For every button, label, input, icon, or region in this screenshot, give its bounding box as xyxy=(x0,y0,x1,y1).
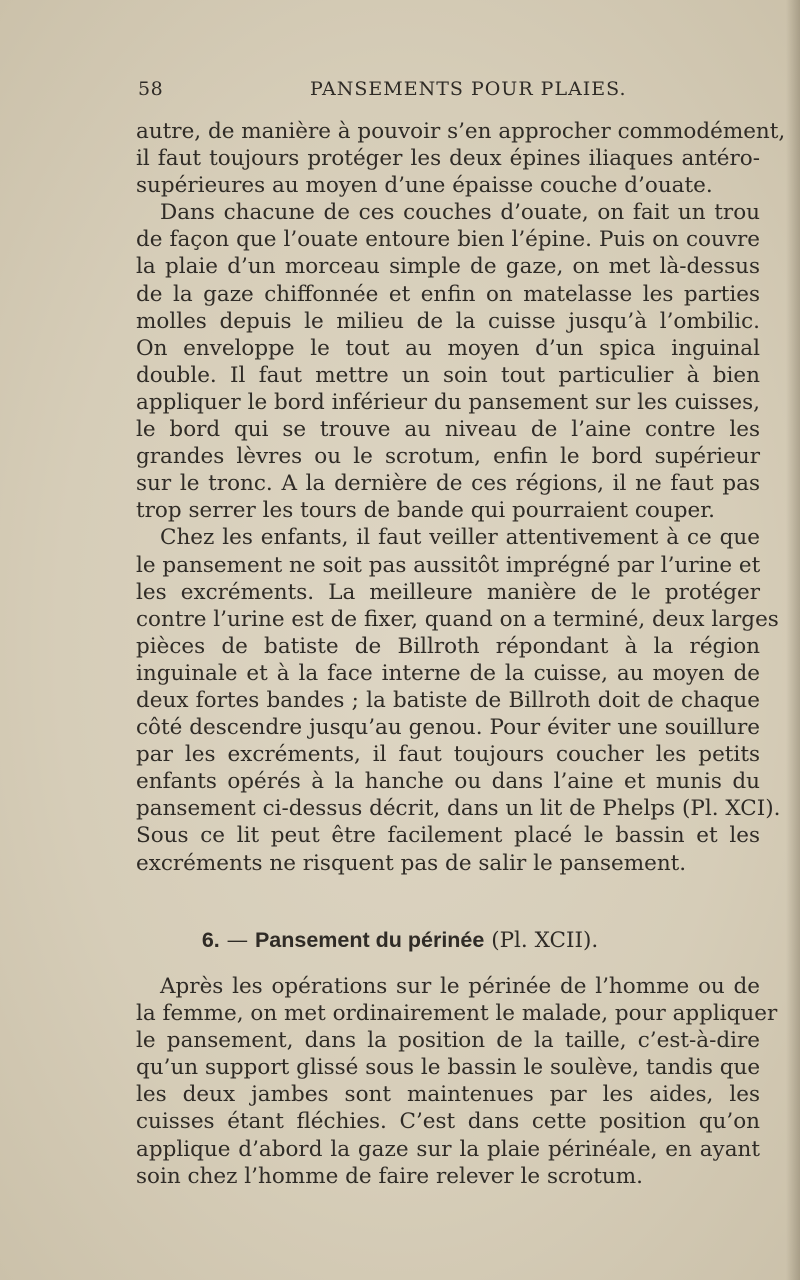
text-line: le pansement, dans la position de la taille, c’est-à-dire xyxy=(136,1028,760,1054)
body-text-after-section xyxy=(136,973,778,1190)
page-edge-shadow xyxy=(786,0,800,1280)
text-line: sur le tronc. A la dernière de ces régions, il ne faut pas xyxy=(136,471,760,497)
page-header xyxy=(138,78,760,104)
section-dash: — xyxy=(226,928,249,953)
text-line: Chez les enfants, il faut veiller attentivement à ce que xyxy=(160,525,760,551)
text-line: contre l’urine est de fixer, quand on a terminé, deux larges xyxy=(136,606,779,632)
text-line: cuisses étant fléchies. C’est dans cette position qu’on xyxy=(136,1109,760,1135)
text-line: de la gaze chiffonnée et enfin on matelasse les parties xyxy=(136,281,760,307)
text-line: trop serrer les tours de bande qui pourraient couper. xyxy=(136,498,715,524)
text-line: deux fortes bandes ; la batiste de Billroth doit de chaque xyxy=(136,687,760,713)
text-line: Dans chacune de ces couches d’ouate, on fait un trou xyxy=(160,200,760,226)
text-line: appliquer le bord inférieur du pansement sur les cuisses, xyxy=(136,389,760,415)
section-heading xyxy=(0,928,800,953)
text-line: On enveloppe le tout au moyen d’un spica inguinal xyxy=(136,335,760,361)
text-line: pièces de batiste de Billroth répondant à la région xyxy=(136,633,760,659)
text-line: le bord qui se trouve au niveau de l’aine contre les xyxy=(136,417,760,443)
text-line: les excréments. La meilleure manière de le protéger xyxy=(136,579,760,605)
text-line: Sous ce lit peut être facilement placé le bassin et les xyxy=(136,823,760,849)
text-line: autre, de manière à pouvoir s’en approcher commodément, xyxy=(136,119,786,144)
section-number: 6. xyxy=(201,928,220,952)
text-line: soin chez l’homme de faire relever le scrotum. xyxy=(136,1163,643,1189)
section-title: Pansement du périnée xyxy=(254,928,485,952)
text-line: grandes lèvres ou le scrotum, enfin le bord supérieur xyxy=(136,444,760,470)
body-text-before-section xyxy=(136,118,786,877)
page-number: 58 xyxy=(138,78,164,100)
text-line: pansement ci-dessus décrit, dans un lit de Phelps (Pl. XCI). xyxy=(136,796,781,822)
text-line: de façon que l’ouate entoure bien l’épine. Puis on couvre xyxy=(136,227,760,253)
text-line: molles depuis le milieu de la cuisse jusqu’à l’ombilic. xyxy=(136,308,760,334)
text-line: double. Il faut mettre un soin tout particulier à bien xyxy=(136,362,760,388)
running-title: PANSEMENTS POUR PLAIES. xyxy=(310,78,627,100)
text-line: les deux jambes sont maintenues par les aides, les xyxy=(136,1082,760,1108)
text-line: excréments ne risquent pas de salir le pansement. xyxy=(136,850,687,876)
text-line: applique d’abord la gaze sur la plaie périnéale, en ayant xyxy=(136,1136,760,1162)
text-line: inguinale et à la face interne de la cuisse, au moyen de xyxy=(136,660,760,686)
text-line: la femme, on met ordinairement le malade, pour appliquer xyxy=(136,1001,778,1027)
text-line: le pansement ne soit pas aussitôt imprégné par l’urine et xyxy=(136,552,761,578)
section-plate-ref: (Pl. XCII). xyxy=(491,928,599,953)
text-line: qu’un support glissé sous le bassin le soulève, tandis que xyxy=(136,1055,761,1081)
text-line: par les excréments, il faut toujours coucher les petits xyxy=(136,742,760,768)
text-line: côté descendre jusqu’au genou. Pour éviter une souillure xyxy=(136,715,760,741)
text-line: supérieures au moyen d’une épaisse couche d’ouate. xyxy=(136,173,713,199)
text-line: enfants opérés à la hanche ou dans l’aine et munis du xyxy=(136,769,760,795)
text-line: la plaie d’un morceau simple de gaze, on met là-dessus xyxy=(136,254,760,280)
text-line: Après les opérations sur le périnée de l’homme ou de xyxy=(160,974,760,999)
text-line: il faut toujours protéger les deux épines iliaques antéro- xyxy=(136,146,760,172)
